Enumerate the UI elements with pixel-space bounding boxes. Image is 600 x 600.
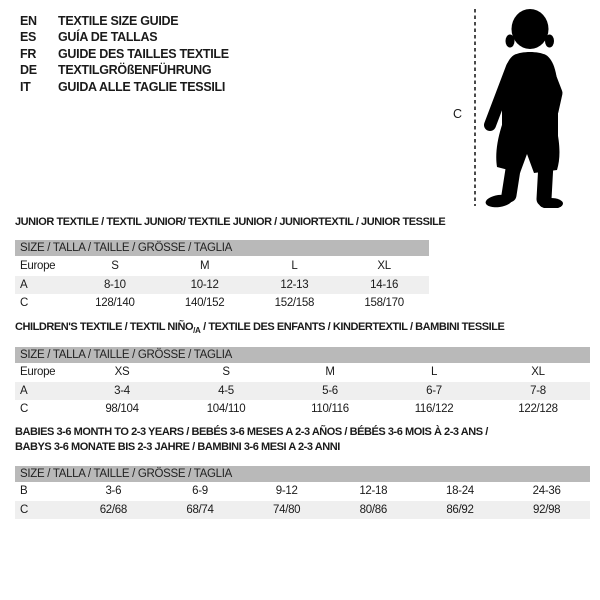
- language-code: ES: [20, 30, 37, 45]
- size-cell: 86/92: [446, 503, 474, 516]
- size-cell: 18-24: [445, 485, 474, 498]
- size-cell: 104/110: [206, 403, 246, 416]
- language-code: IT: [20, 79, 31, 94]
- size-header-bar: SIZE / TALLA / TAILLE / GRÖSSE / TAGLIA: [15, 240, 429, 256]
- children-table-title: CHILDREN'S TEXTILE / TEXTIL $NIÑO_{/A}$ / TEXTILE DES ENFANTS / KINDERTEXTIL / BAMBINI TESSILE: [15, 321, 505, 336]
- size-cell: 74/80: [273, 503, 301, 516]
- size-header-bar: SIZE / TALLA / TAILLE / GRÖSSE / TAGLIA: [15, 466, 590, 482]
- size-cell: 158/170: [364, 297, 404, 310]
- table-row: [15, 482, 590, 501]
- row-label: B: [20, 485, 28, 498]
- table-row: [15, 276, 429, 295]
- size-cell: 6-9: [192, 485, 208, 498]
- size-cell: L: [291, 260, 298, 273]
- size-cell: S: [111, 260, 119, 273]
- language-title: GUIDA ALLE TAGLIE TESSILI: [58, 79, 226, 94]
- size-cell: 128/140: [95, 297, 135, 310]
- size-cell: XS: [114, 366, 130, 379]
- row-label: Europe: [20, 366, 56, 379]
- junior-size-table: [15, 257, 429, 313]
- size-cell: 9-12: [275, 485, 298, 498]
- size-cell: XL: [531, 366, 545, 379]
- language-title: GUIDE DES TAILLES TEXTILE: [58, 46, 229, 61]
- row-label: C: [20, 297, 29, 310]
- language-code: DE: [20, 63, 37, 78]
- size-cell: 14-16: [370, 278, 399, 291]
- row-label: A: [20, 384, 28, 397]
- table-row: [15, 363, 590, 382]
- table-row: [15, 257, 429, 276]
- size-cell: S: [222, 366, 230, 379]
- size-cell: 116/122: [414, 403, 454, 416]
- table-row: [15, 294, 429, 313]
- row-label: C: [20, 403, 29, 416]
- size-cell: 3-6: [105, 485, 122, 498]
- title-subscript: /A: [193, 326, 201, 336]
- babies-table-title-line2: BABYS 3-6 MONATE BIS 2-3 JAHRE / BAMBINI 3-6 MESI A 2-3 ANNI: [15, 441, 340, 453]
- size-cell: 12-13: [280, 278, 309, 291]
- height-measure-line: [474, 9, 476, 206]
- size-cell: 4-5: [218, 384, 234, 397]
- size-cell: L: [430, 366, 438, 379]
- language-code: FR: [20, 46, 37, 61]
- language-row: [20, 79, 229, 95]
- toddler-silhouette-icon: [484, 6, 572, 208]
- row-label: C: [20, 503, 29, 516]
- language-title-list: [20, 13, 229, 95]
- language-row: [20, 46, 229, 62]
- babies-size-table: [15, 482, 590, 519]
- table-row: [15, 501, 590, 520]
- size-cell: XL: [377, 260, 391, 273]
- size-cell: 10-12: [190, 278, 219, 291]
- babies-table-title-line1: BABIES 3-6 MONTH TO 2-3 YEARS / BEBÉS 3-6 MESES A 2-3 AÑOS / BÉBÉS 3-6 MOIS À 2-3 ANS /: [15, 426, 488, 438]
- size-cell: 62/68: [99, 503, 127, 516]
- babies-textile-section: [15, 426, 590, 516]
- size-cell: M: [199, 260, 210, 273]
- size-cell: 110/116: [311, 403, 349, 416]
- language-row: [20, 13, 229, 29]
- table-row: [15, 382, 590, 401]
- language-code: EN: [20, 14, 37, 28]
- height-measure-label: C: [453, 107, 462, 121]
- language-title: TEXTILE SIZE GUIDE: [58, 14, 179, 28]
- size-cell: 5-6: [322, 384, 338, 397]
- table-row: [15, 400, 590, 419]
- size-cell: 3-4: [114, 384, 130, 397]
- junior-textile-section: [15, 216, 446, 310]
- children-size-table: [15, 363, 590, 419]
- size-cell: 24-36: [532, 485, 561, 498]
- size-cell: 80/86: [359, 503, 387, 516]
- junior-table-title: JUNIOR TEXTILE / TEXTIL JUNIOR/ TEXTILE JUNIOR / JUNIORTEXTIL / JUNIOR TESSILE: [15, 216, 446, 228]
- size-cell: 140/152: [184, 297, 225, 310]
- size-cell: 12-18: [359, 485, 388, 498]
- size-cell: M: [325, 366, 335, 379]
- size-cell: 8-10: [103, 278, 126, 291]
- row-label: A: [20, 278, 28, 291]
- language-row: [20, 62, 229, 78]
- row-label: Europe: [20, 260, 56, 273]
- language-title: TEXTILGRÖßENFÜHRUNG: [58, 63, 212, 78]
- size-cell: 92/98: [533, 503, 561, 516]
- language-title: GUÍA DE TALLAS: [58, 30, 158, 45]
- size-cell: 122/128: [518, 403, 558, 416]
- language-row: [20, 29, 229, 45]
- size-cell: 68/74: [186, 503, 214, 516]
- size-cell: 98/104: [105, 403, 139, 416]
- size-cell: 7-8: [530, 384, 546, 397]
- children-textile-section: [15, 321, 590, 416]
- size-header-bar: SIZE / TALLA / TAILLE / GRÖSSE / TAGLIA: [15, 347, 590, 363]
- size-cell: 6-7: [426, 384, 442, 397]
- size-cell: 152/158: [274, 297, 315, 310]
